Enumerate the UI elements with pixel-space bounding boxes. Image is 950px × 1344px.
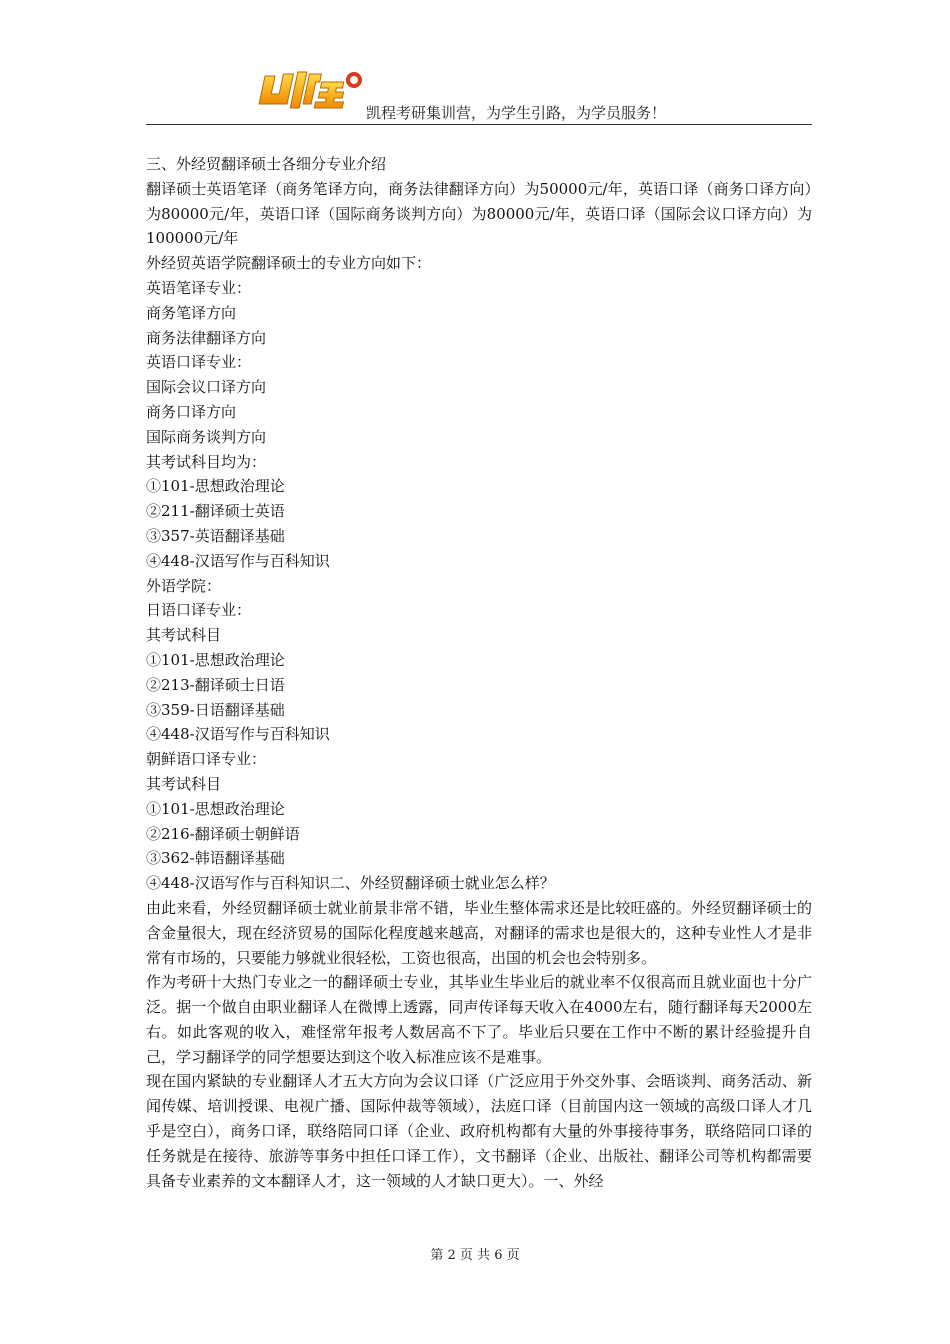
text-line: 其考试科目均为： [146, 452, 267, 471]
text-line: 商务口译方向 [146, 402, 237, 421]
exam-subject: ③362-韩语翻译基础 [146, 849, 285, 868]
exam-subject: ④448-汉语写作与百科知识二、外经贸翻译硕士就业怎么样？ [146, 874, 555, 893]
page-indicator: 第 2 页 共 6 页 [430, 1248, 520, 1263]
exam-subject: ①101-思想政治理论 [146, 477, 285, 496]
kaicheng-logo [254, 62, 366, 118]
page-header [146, 62, 812, 124]
text-line: 朝鲜语口译专业： [146, 750, 267, 769]
exam-subject: ②216-翻译硕士朝鲜语 [146, 824, 300, 843]
text-line: 日语口译专业： [146, 601, 252, 620]
body-paragraph: 作为考研十大热门专业之一的翻译硕士专业，其毕业生毕业后的就业率不仅很高而且就业面也十分广泛。据一个做自由职业翻译人在微博上透露，同声传译每天收入在4000左右，随行翻译每天2000左右。如此客观的收入，难怪常年报考人数居高不下了。毕业后只要在工作中不断的累计经验提升自己，学习翻译学的同学想要达到这个收入标准应该不是难事。 [146, 973, 812, 1066]
section-heading: 三、外经贸翻译硕士各细分专业介绍 [146, 155, 387, 173]
document-body [146, 152, 812, 1193]
text-line: 英语笔译专业： [146, 278, 252, 297]
exam-subject: ②213-翻译硕士日语 [146, 675, 285, 694]
text-line: 商务法律翻译方向 [146, 328, 267, 347]
text-line: 国际商务谈判方向 [146, 427, 267, 446]
body-paragraph: 由此来看，外经贸翻译硕士就业前景非常不错，毕业生整体需求还是比较旺盛的。外经贸翻译硕士的含金量很大，现在经济贸易的国际化程度越来越高，对翻译的需求也是很大的，这种专业性人才是非常有市场的，只要能力够就业很轻松，工资也很高，出国的机会也会特别多。 [146, 898, 812, 967]
exam-subject: ④448-汉语写作与百科知识 [146, 551, 330, 570]
text-line: 其考试科目 [146, 774, 222, 793]
exam-subject: ③359-日语翻译基础 [146, 700, 285, 719]
text-line: 国际会议口译方向 [146, 378, 267, 397]
body-paragraph: 现在国内紧缺的专业翻译人才五大方向为会议口译（广泛应用于外交外事、会晤谈判、商务活动、新闻传媒、培训授课、电视广播、国际仲裁等领域），法庭口译（目前国内这一领域的高级口译人才几乎是空白），商务口译，联络陪同口译（企业、政府机构都有大量的外事接待事务，联络陪同口译的任务就是在接待、旅游等事务中担任口译工作），文书翻译（企业、出版社、翻译公司等机构都需要具备专业素养的文本翻译人才，这一领域的人才缺口更大）。一、外经 [146, 1072, 812, 1190]
text-line: 其考试科目 [146, 626, 222, 645]
exam-subject: ④448-汉语写作与百科知识 [146, 725, 330, 744]
exam-subject: ①101-思想政治理论 [146, 799, 285, 818]
text-line: 英语口译专业： [146, 353, 252, 372]
text-line: 外经贸英语学院翻译硕士的专业方向如下： [146, 254, 432, 273]
exam-subject: ②211-翻译硕士英语 [146, 502, 285, 521]
header-slogan: 凯程考研集训营，为学生引路，为学员服务！ [366, 104, 667, 122]
tuition-paragraph: 翻译硕士英语笔译（商务笔译方向，商务法律翻译方向）为50000元/年，英语口译（商务口译方向）为80000元/年，英语口译（国际商务谈判方向）为80000元/年，英语口译（国际会议口译方向）为100000元/年 [146, 179, 812, 248]
exam-subject: ③357-英语翻译基础 [146, 526, 285, 545]
text-line: 商务笔译方向 [146, 303, 237, 322]
header-divider [146, 124, 812, 125]
exam-subject: ①101-思想政治理论 [146, 650, 285, 669]
text-line: 外语学院： [146, 576, 222, 595]
